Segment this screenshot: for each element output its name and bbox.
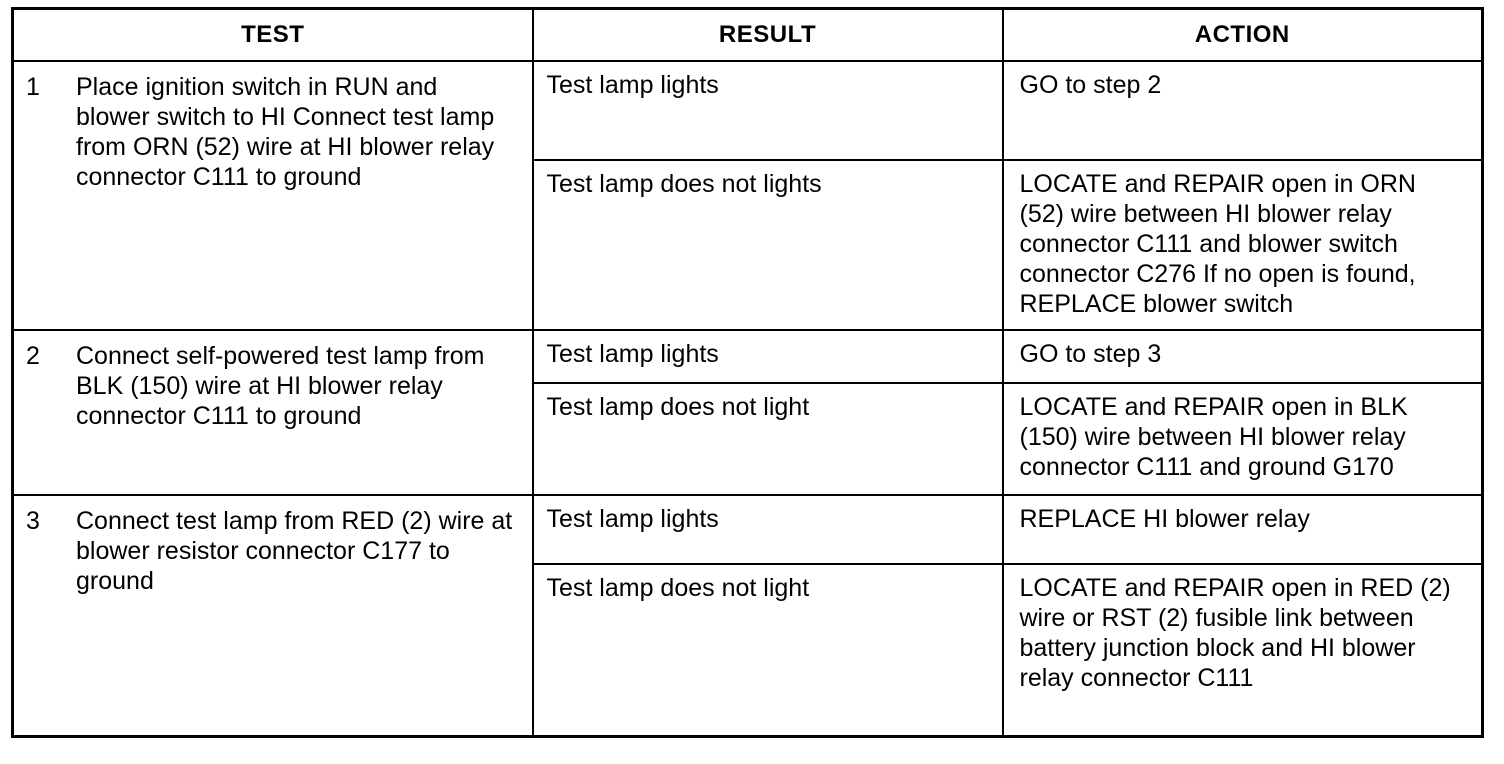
result-text: Test lamp lights xyxy=(546,505,719,533)
header-action: ACTION xyxy=(1003,9,1483,62)
test-cell-step-3 xyxy=(13,495,533,737)
header-result: RESULT xyxy=(533,9,1003,62)
result-text: Test lamp lights xyxy=(546,71,719,99)
header-row xyxy=(13,9,1483,62)
action-text: LOCATE and REPAIR open in ORN (52) wire between HI blower relay connector C111 and blower switch connector C276 If no open is found, REPLACE blower switch xyxy=(1019,170,1416,318)
step-number: 1 xyxy=(26,73,40,101)
result-cell xyxy=(533,61,1003,160)
test-cell-step-1 xyxy=(13,61,533,330)
diagnostic-table xyxy=(11,7,1484,738)
table-row xyxy=(13,330,1483,383)
action-text: LOCATE and REPAIR open in BLK (150) wire between HI blower relay connector C111 and ground G170 xyxy=(1019,393,1408,481)
result-cell xyxy=(533,330,1003,383)
header-test: TEST xyxy=(13,9,533,62)
table-row xyxy=(13,495,1483,564)
action-text: GO to step 2 xyxy=(1019,71,1162,99)
action-cell xyxy=(1003,495,1483,564)
table-row xyxy=(13,61,1483,160)
test-description: Connect test lamp from RED (2) wire at blower resistor connector C177 to ground xyxy=(76,507,513,595)
step-number: 3 xyxy=(26,507,40,535)
action-cell xyxy=(1003,383,1483,495)
test-description: Connect self-powered test lamp from BLK (150) wire at HI blower relay connector C111 to ground xyxy=(76,342,485,430)
action-cell xyxy=(1003,564,1483,737)
action-cell xyxy=(1003,330,1483,383)
step-number: 2 xyxy=(26,342,40,370)
action-cell xyxy=(1003,160,1483,330)
result-cell xyxy=(533,383,1003,495)
test-cell-step-2 xyxy=(13,330,533,495)
action-text: GO to step 3 xyxy=(1019,340,1162,368)
action-text: REPLACE HI blower relay xyxy=(1019,505,1310,533)
action-text: LOCATE and REPAIR open in RED (2) wire or RST (2) fusible link between battery junction block and HI blower relay connector C111 xyxy=(1019,574,1451,692)
result-text: Test lamp does not lights xyxy=(546,170,822,198)
result-cell xyxy=(533,495,1003,564)
action-cell xyxy=(1003,61,1483,160)
result-cell xyxy=(533,564,1003,737)
test-description: Place ignition switch in RUN and blower switch to HI Connect test lamp from ORN (52) wire at HI blower relay connector C111 to ground xyxy=(76,73,495,191)
result-cell xyxy=(533,160,1003,330)
diagnostic-table-sheet xyxy=(11,7,1484,738)
result-text: Test lamp lights xyxy=(546,340,719,368)
result-text: Test lamp does not light xyxy=(546,393,810,421)
result-text: Test lamp does not light xyxy=(546,574,810,602)
